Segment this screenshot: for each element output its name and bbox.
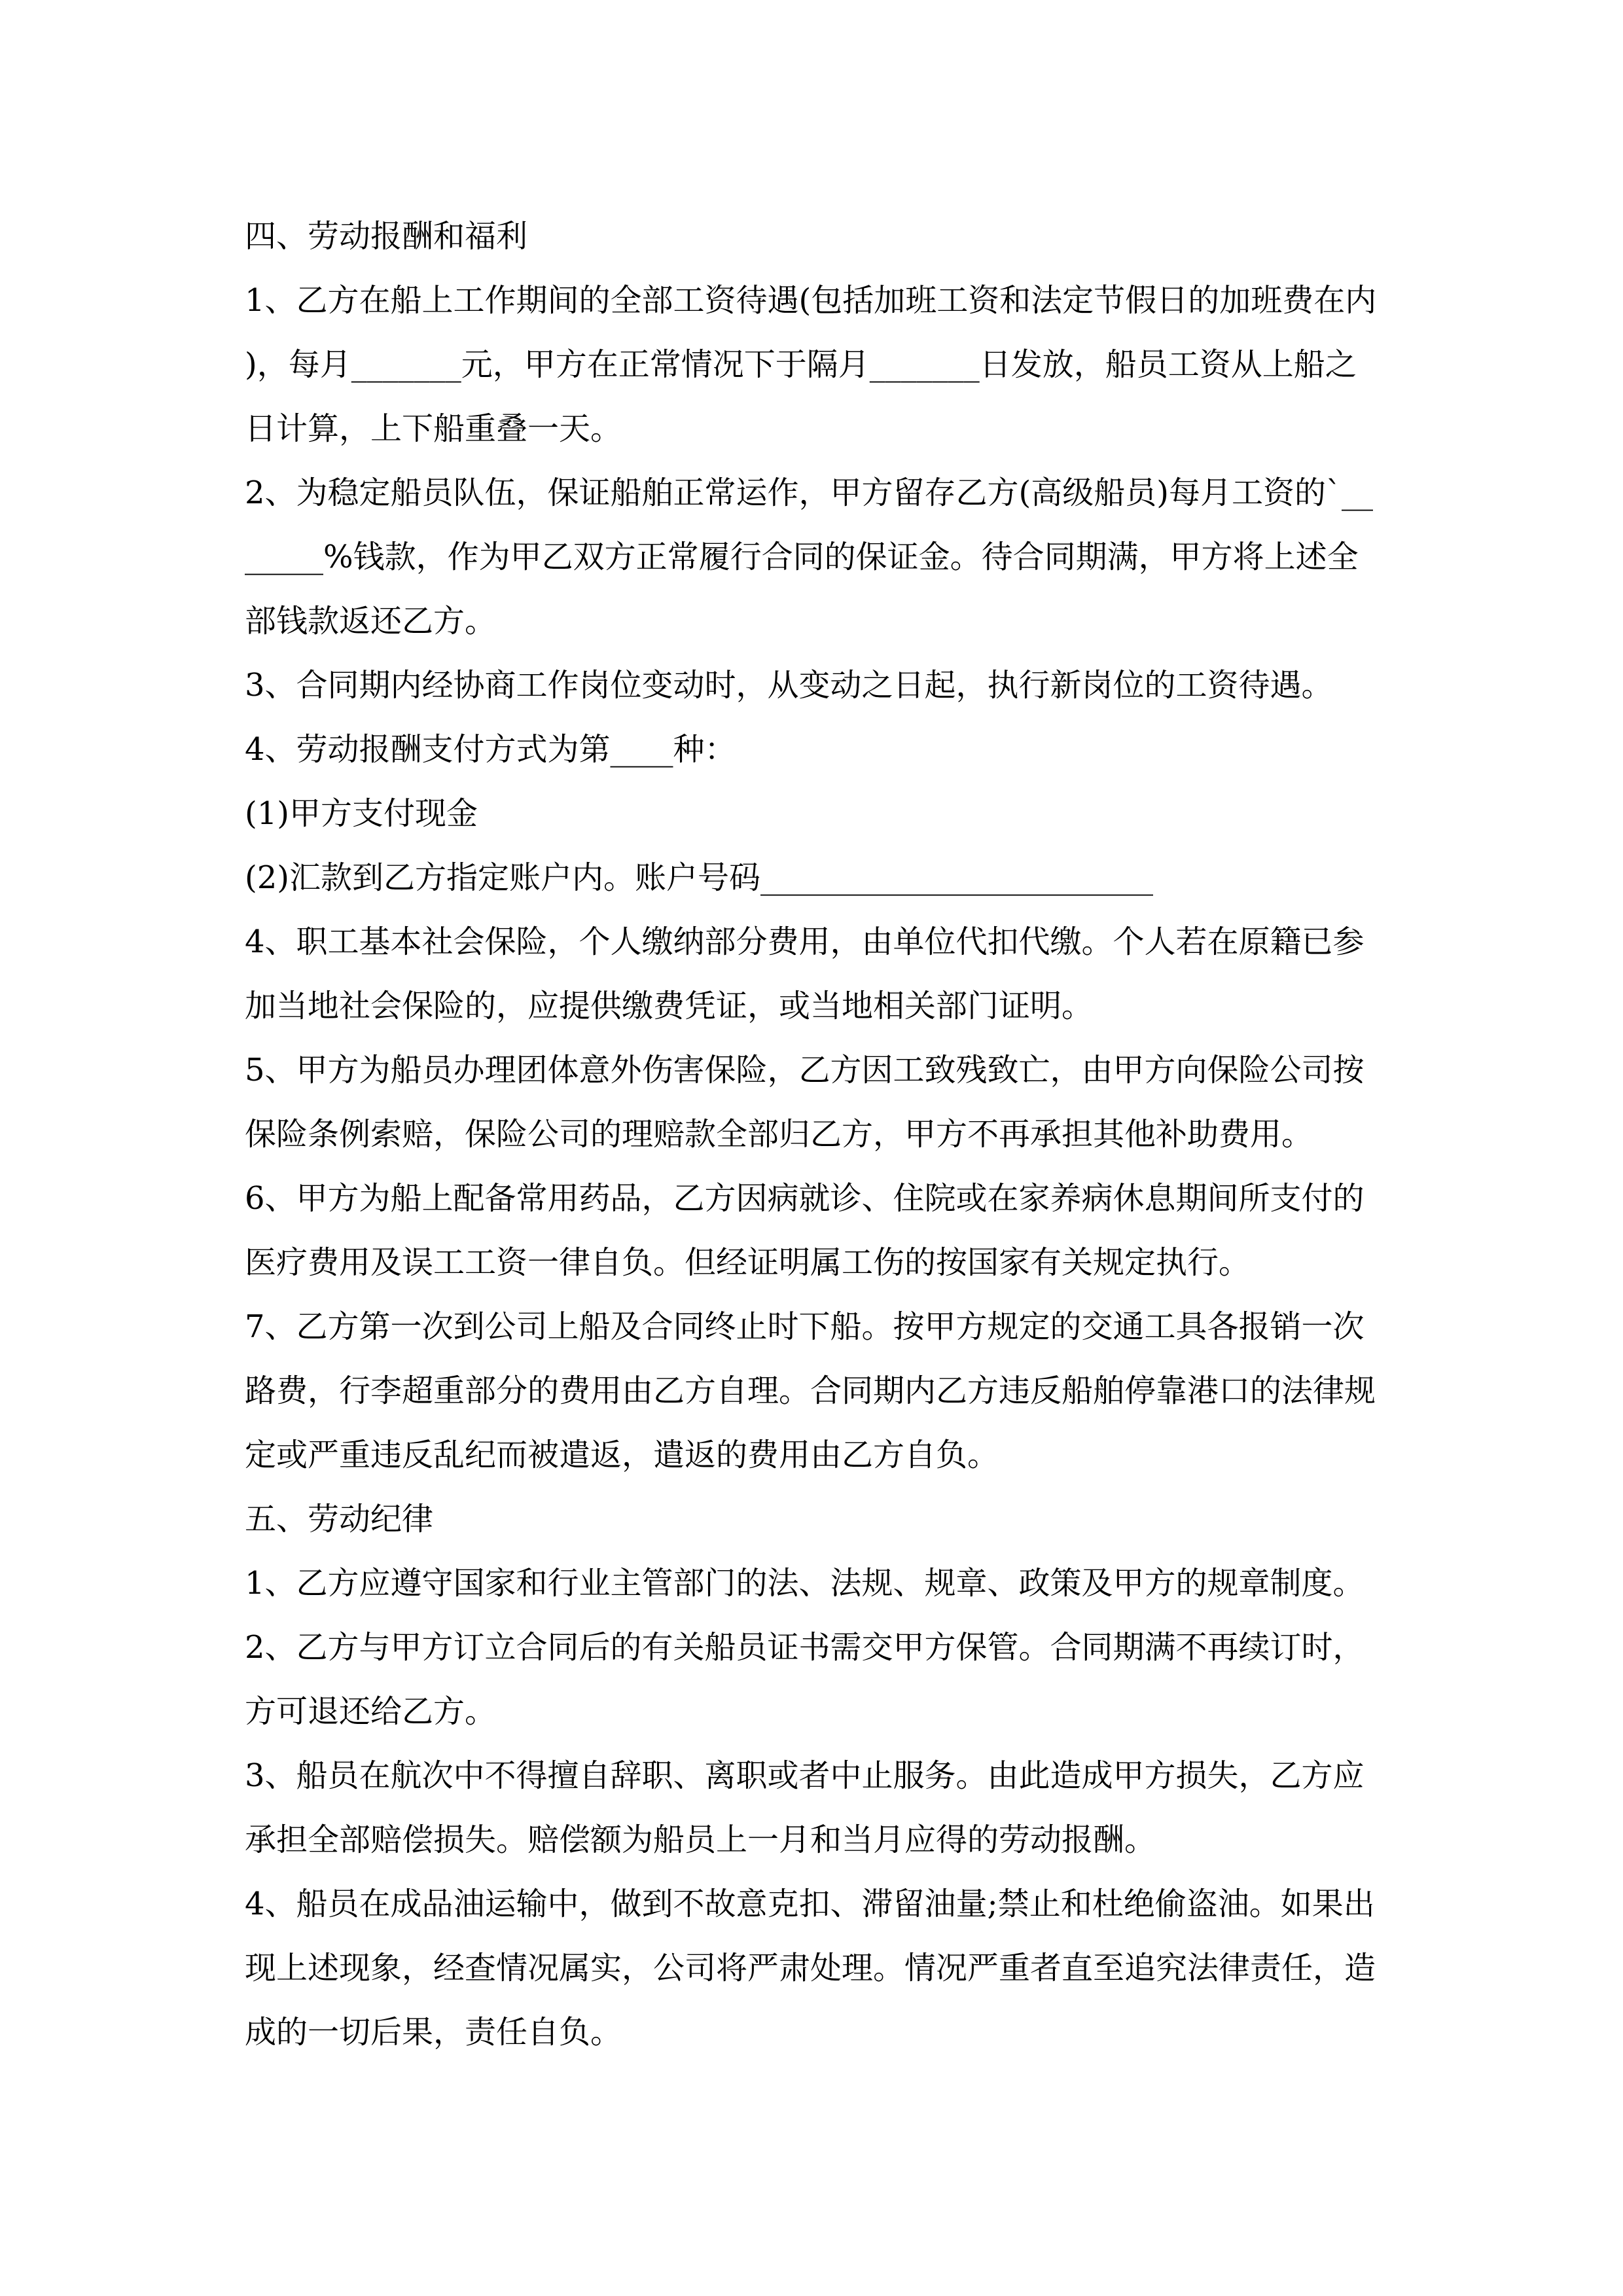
section-heading-discipline: 五、劳动纪律 bbox=[245, 1501, 434, 1537]
document-body bbox=[245, 204, 1383, 2064]
payment-option-cash: (1)甲方支付现金 bbox=[245, 795, 478, 832]
clause-certificates: 2、乙方与甲方订立合同后的有关船员证书需交甲方保管。合同期满不再续订时，方可退还给乙方。 bbox=[245, 1629, 1364, 1730]
clause-compliance: 1、乙方应遵守国家和行业主管部门的法、法规、规章、政策及甲方的规章制度。 bbox=[245, 1565, 1364, 1602]
clause-accident-insurance: 5、甲方为船员办理团体意外伤害保险，乙方因工致残致亡，由甲方向保险公司按保险条例索赔，保险公司的理赔款全部归乙方，甲方不再承担其他补助费用。 bbox=[245, 1052, 1364, 1153]
clause-payment-method: 4、劳动报酬支付方式为第____种： bbox=[245, 731, 736, 768]
clause-travel-expenses: 7、乙方第一次到公司上船及合同终止时下船。按甲方规定的交通工具各报销一次路费，行李超重部分的费用由乙方自理。合同期内乙方违反船舶停靠港口的法律规定或严重违反乱纪而被遣返，遣返的费用由乙方自负。 bbox=[245, 1308, 1376, 1473]
section-heading-remuneration: 四、劳动报酬和福利 bbox=[245, 218, 528, 255]
clause-wage-deposit: 2、为稳定船员队伍，保证船舶正常运作，甲方留存乙方(高级船员)每月工资的`_______%钱款，作为甲乙双方正常履行合同的保证金。待合同期满，甲方将上述全部钱款返还乙方。 bbox=[245, 475, 1373, 639]
clause-social-insurance: 4、职工基本社会保险，个人缴纳部分费用，由单位代扣代缴。个人若在原籍已参加当地社会保险的，应提供缴费凭证，或当地相关部门证明。 bbox=[245, 924, 1364, 1024]
payment-option-transfer: (2)汇款到乙方指定账户内。账户号码_________________________ bbox=[245, 859, 1153, 896]
clause-wage-payment: 1、乙方在船上工作期间的全部工资待遇(包括加班工资和法定节假日的加班费在内)，每月_______元，甲方在正常情况下于隔月_______日发放，船员工资从上船之日计算，上下船重叠一天。 bbox=[245, 282, 1377, 447]
clause-medical-expenses: 6、甲方为船上配备常用药品，乙方因病就诊、住院或在家养病休息期间所支付的医疗费用及误工工资一律自负。但经证明属工伤的按国家有关规定执行。 bbox=[245, 1180, 1364, 1281]
clause-oil-transport: 4、船员在成品油运输中，做到不故意克扣、滞留油量;禁止和杜绝偷盗油。如果出现上述现象，经查情况属实，公司将严肃处理。情况严重者直至追究法律责任，造成的一切后果，责任自负。 bbox=[245, 1886, 1376, 2051]
clause-resignation: 3、船员在航次中不得擅自辞职、离职或者中止服务。由此造成甲方损失，乙方应承担全部赔偿损失。赔偿额为船员上一月和当月应得的劳动报酬。 bbox=[245, 1757, 1364, 1858]
clause-position-change: 3、合同期内经协商工作岗位变动时，从变动之日起，执行新岗位的工资待遇。 bbox=[245, 667, 1333, 704]
